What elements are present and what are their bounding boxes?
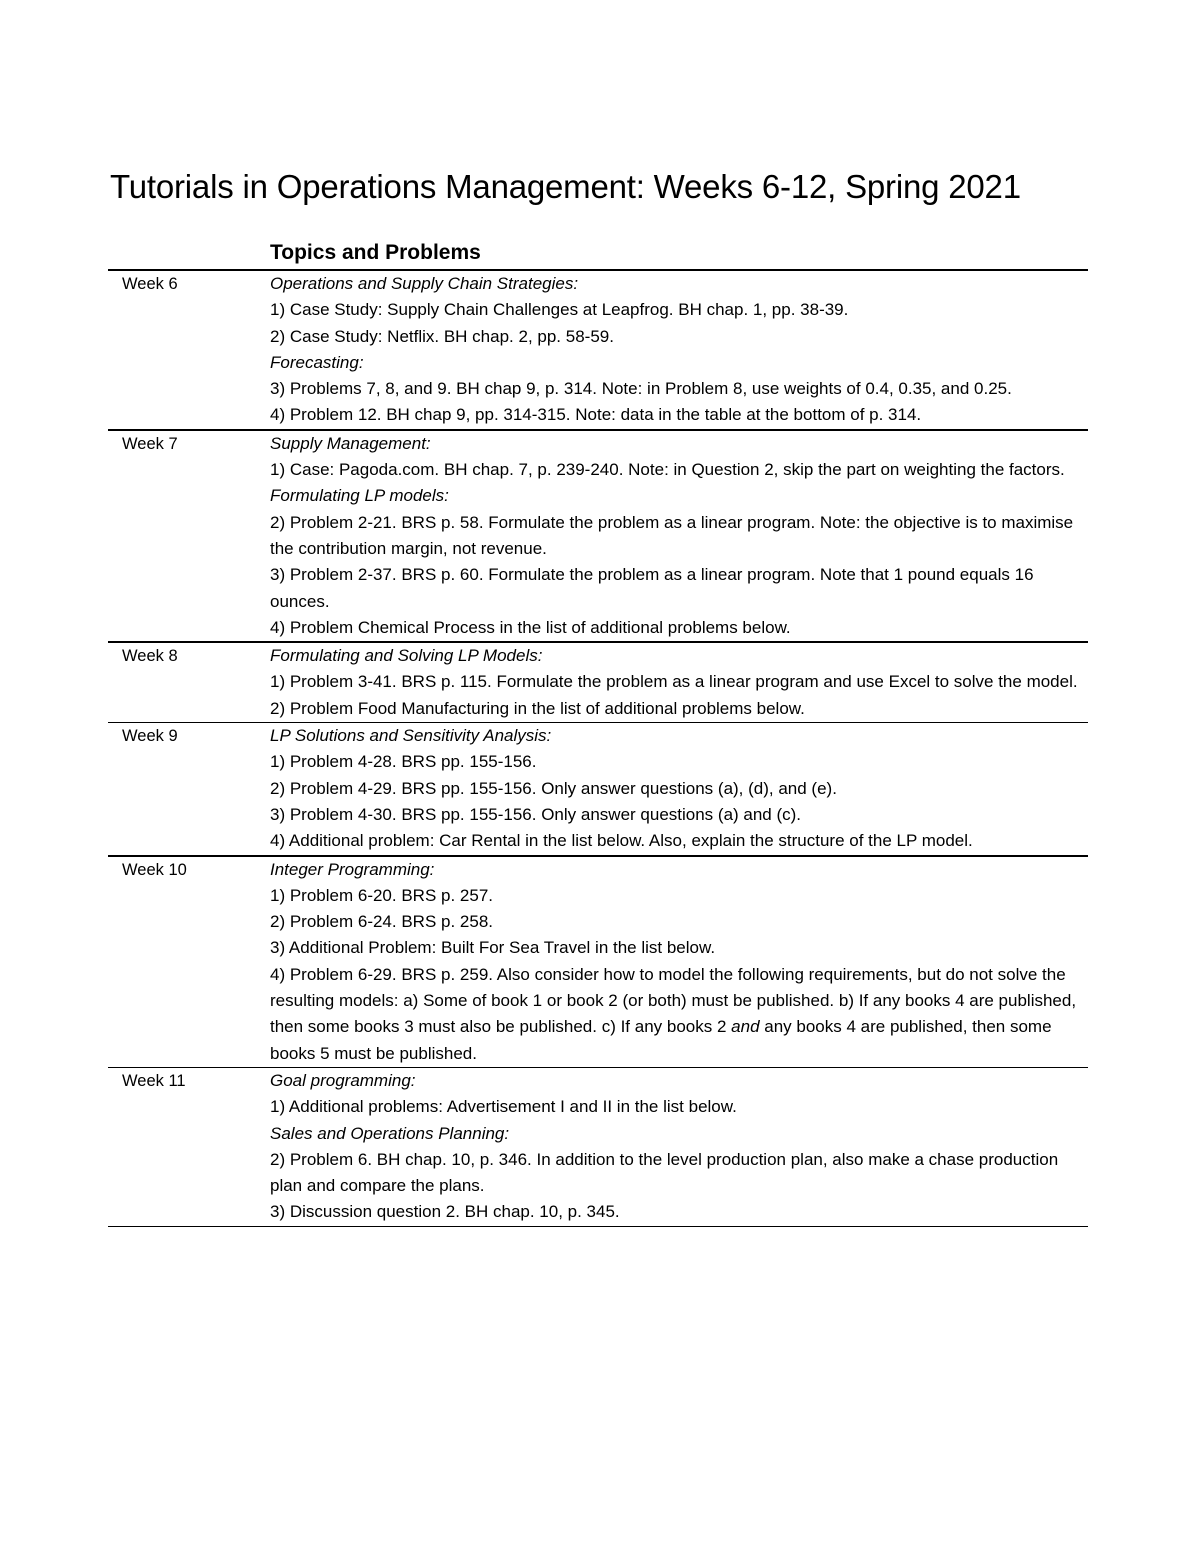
problem-item: 4) Problem 12. BH chap 9, pp. 314-315. Note: data in the table at the bottom of p. 314. — [270, 405, 922, 425]
table-row-week-9 — [108, 723, 1088, 856]
problem-item: 1) Problem 6-20. BRS p. 257. — [270, 885, 494, 905]
topic-heading: LP Solutions and Sensitivity Analysis: — [270, 726, 552, 746]
problem-item: 4) Additional problem: Car Rental in the list below. Also, explain the structure of the LP model. — [270, 831, 973, 851]
page-title: Tutorials in Operations Management: Weeks 6-12, Spring 2021 — [110, 168, 1021, 205]
topic-heading: Operations and Supply Chain Strategies: — [270, 274, 579, 293]
problem-text: any books 4 are published, then some books 5 must be published. — [270, 1017, 1052, 1063]
table-row-week-8 — [108, 643, 1088, 723]
problem-item: 3) Problem 4-30. BRS pp. 155-156. Only answer questions (a) and (c). — [270, 804, 802, 824]
week-label: Week 11 — [122, 1071, 186, 1090]
topic-heading: Sales and Operations Planning: — [270, 1123, 510, 1143]
topic-heading: Forecasting: — [270, 352, 364, 372]
problem-item: 2) Problem 6. BH chap. 10, p. 346. In addition to the level production plan, also make a chase production plan and compare the plans. — [270, 1149, 1059, 1196]
table-row-week-10 — [108, 857, 1088, 1068]
table-row-week-11 — [108, 1068, 1088, 1227]
problem-item: 2) Problem Food Manufacturing in the list of additional problems below. — [270, 698, 805, 718]
week-label: Week 7 — [122, 434, 178, 453]
week-topics — [270, 1068, 1088, 1226]
problem-item: 1) Additional problems: Advertisement I and II in the list below. — [270, 1097, 737, 1117]
topic-heading: Supply Management: — [270, 433, 431, 453]
table-header-row — [108, 240, 1088, 271]
problem-item: 3) Problems 7, 8, and 9. BH chap 9, p. 314. Note: in Problem 8, use weights of 0.4, 0.35, and 0.25. — [270, 379, 1012, 399]
week-label: Week 9 — [122, 727, 178, 746]
problem-item: 1) Case Study: Supply Chain Challenges at Leapfrog. BH chap. 1, pp. 38-39. — [270, 300, 849, 320]
problem-item: 2) Problem 2-21. BRS p. 58. Formulate the problem as a linear program. Note: the objective is to maximise the contribution margin, not revenue. — [270, 512, 1074, 558]
schedule-table — [108, 240, 1088, 1227]
week-topics — [270, 271, 1088, 429]
topic-heading: Formulating LP models: — [270, 486, 449, 506]
problem-item: 1) Case: Pagoda.com. BH chap. 7, p. 239-240. Note: in Question 2, skip the part on weighting the factors. — [270, 460, 1065, 480]
topic-heading: Formulating and Solving LP Models: — [270, 646, 543, 666]
problem-item: 3) Discussion question 2. BH chap. 10, p. 345. — [270, 1202, 620, 1222]
problem-item: 2) Case Study: Netflix. BH chap. 2, pp. 58-59. — [270, 326, 614, 346]
problem-item: 2) Problem 6-24. BRS p. 258. — [270, 912, 494, 932]
week-topics — [270, 723, 1088, 854]
problem-item: 3) Problem 2-37. BRS p. 60. Formulate the problem as a linear program. Note that 1 pound equals 16 ounces. — [270, 565, 1034, 611]
topic-heading: Integer Programming: — [270, 859, 435, 879]
table-row-week-6 — [108, 271, 1088, 431]
week-label: Week 8 — [122, 647, 178, 666]
problem-item: 1) Problem 4-28. BRS pp. 155-156. — [270, 752, 537, 772]
problem-item — [270, 962, 1080, 1067]
week-label: Week 6 — [122, 275, 178, 293]
problem-text: 4) Problem 6-29. BRS p. 259. Also consider how to model the following requirements, but do not solve the resulting models: a) Some of book 1 or book 2 (or both) must be published. b) If any books 4 are published, then some books 3 must also be published. c) If any books 2 — [270, 964, 1077, 1037]
problem-item: 3) Additional Problem: Built For Sea Travel in the list below. — [270, 938, 716, 958]
topic-heading: Goal programming: — [270, 1070, 416, 1090]
problem-item: 1) Problem 3-41. BRS p. 115. Formulate the problem as a linear program and use Excel to solve the model. — [270, 672, 1078, 692]
week-label: Week 10 — [122, 860, 187, 879]
problem-item: 2) Problem 4-29. BRS pp. 155-156. Only answer questions (a), (d), and (e). — [270, 778, 837, 798]
column-heading-topics: Topics and Problems — [270, 241, 481, 264]
problem-item: 4) Problem Chemical Process in the list of additional problems below. — [270, 617, 791, 637]
week-topics — [270, 431, 1088, 641]
table-row-week-7 — [108, 431, 1088, 643]
week-topics — [270, 857, 1088, 1067]
emphasis-text: and — [731, 1017, 760, 1037]
week-topics — [270, 643, 1088, 722]
